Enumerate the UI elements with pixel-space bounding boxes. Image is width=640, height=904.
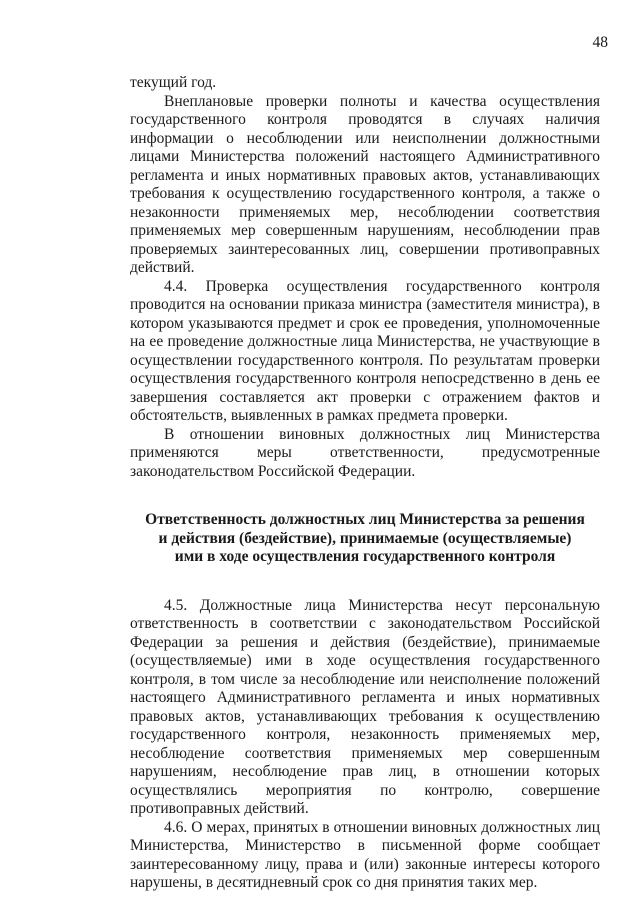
paragraph-4-6: 4.6. О мерах, принятых в отношении виновных должностных лиц Министерства, Министерство в письменной форме сообщает заинтересованному лицу, права и (или) законные интересы которого нарушены, в десятидневный срок со дня принятия таких мер. xyxy=(130,818,600,891)
paragraph-continuation: текущий год. xyxy=(130,74,217,91)
page-number: 48 xyxy=(592,34,608,51)
section-heading-line-2: и действия (бездействие), принимаемые (осуществляемые) xyxy=(158,529,572,547)
paragraph-4-5: 4.5. Должностные лица Министерства несут персональную ответственность в соответствии с законодательством Российской Федерации за решения и действия (бездействие), принимаемые (осуществляемые) ими в ходе осуществления государственного контроля, в том числе за несоблюдение или неисполнение положений настоящего Административного регламента и иных нормативных правовых актов, устанавливающих требования к осуществлению государственного контроля, незаконность применяемых мер, несоблюдение соответствия применяемых мер совершенным нарушениям, несоблюдение прав лиц, в отношении которых осуществлялись мероприятия по контролю, совершение противоправных действий. xyxy=(130,596,600,817)
paragraph-4-4: 4.4. Проверка осуществления государственного контроля проводится на основании приказа министра (заместителя министра), в котором указываются предмет и срок ее проведения, уполномоченные на ее проведение должностные лица Министерства, не участвующие в осуществлении государственного контроля. По результатам проверки осуществления государственного контроля непосредственно в день ее завершения составляется акт проверки с отражением фактов и обстоятельств, выявленных в рамках предмета проверки. xyxy=(130,277,600,424)
paragraph-liability-measures: В отношении виновных должностных лиц Министерства применяются меры ответственности, предусмотренные законодательством Российской Федерации. xyxy=(130,425,600,480)
section-heading xyxy=(130,511,600,567)
section-heading-line-3: ими в ходе осуществления государственного контроля xyxy=(174,548,556,565)
document-body xyxy=(130,74,600,893)
paragraph-unscheduled-inspections: Внеплановые проверки полноты и качества осуществления государственного контроля проводятся в случаях наличия информации о несоблюдении или неисполнении должностными лицами Министерства положений настоящего Административного регламента и иных нормативных правовых актов, устанавливающих требования к осуществлению государственного контроля, а также о незаконности применяемых мер, несоблюдении соответствия применяемых мер совершенным нарушениям, несоблюдении прав проверяемых заинтересованных лиц, совершении противоправных действий. xyxy=(130,92,600,276)
section-heading-line-1: Ответственность должностных лиц Министерства за решения xyxy=(145,511,585,528)
